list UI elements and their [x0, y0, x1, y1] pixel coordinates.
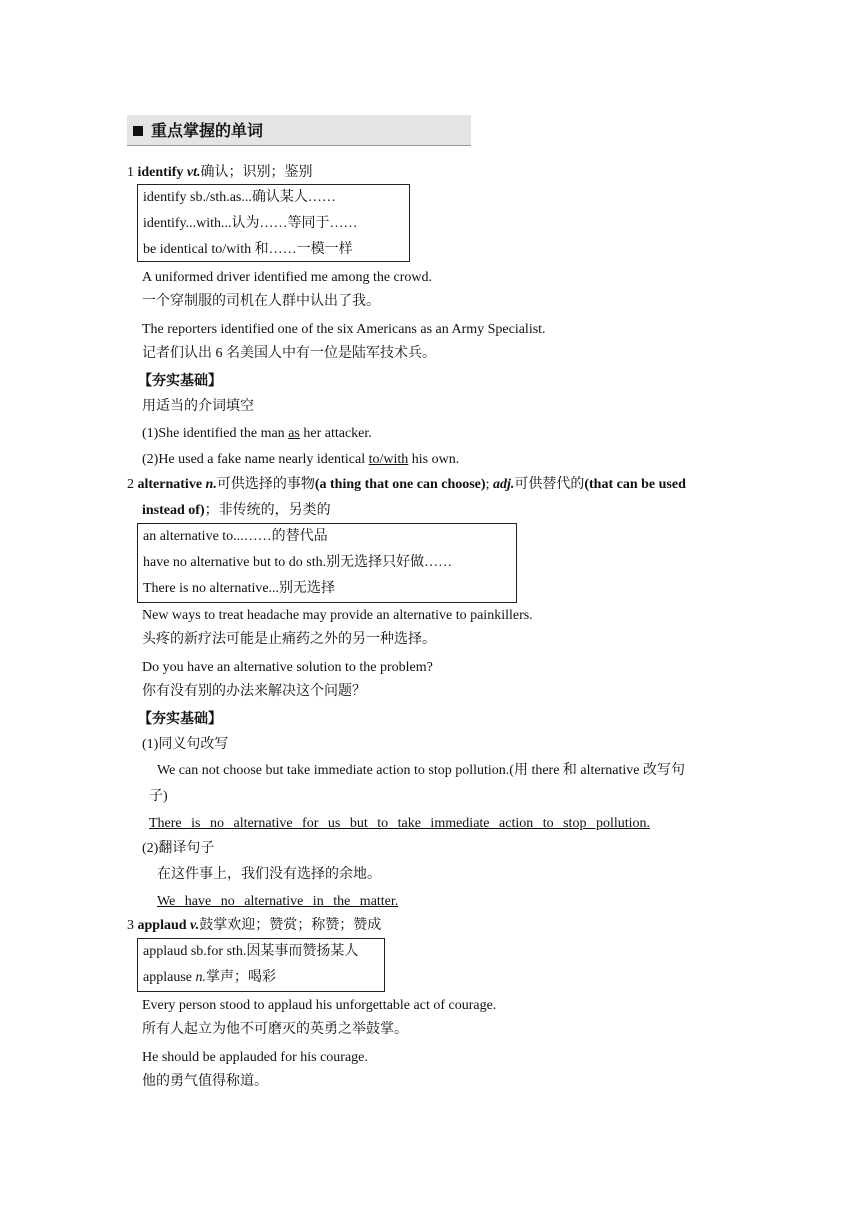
- practice-item-label: (1)同义句改写: [142, 737, 229, 752]
- meaning: 鼓掌欢迎；赞赏；称赞；赞成: [199, 918, 382, 933]
- item-text: applause: [143, 970, 196, 985]
- phrase-item: identify sb./sth.as...确认某人……: [143, 190, 336, 205]
- phrase-item: an alternative to...……的替代品: [143, 529, 328, 544]
- practice-label: 【夯实基础】: [138, 373, 222, 389]
- part-of-speech: v.: [190, 918, 200, 933]
- practice-label: 【夯实基础】: [138, 711, 222, 727]
- meaning: 确认；识别；鉴别: [200, 165, 313, 180]
- meaning: 可供替代的: [514, 477, 585, 492]
- meaning: ；非传统的，另类的: [204, 503, 331, 518]
- meaning: 可供选择的事物: [216, 477, 315, 492]
- practice-item: [142, 424, 372, 444]
- phrase-box: [137, 523, 517, 603]
- answer: to/with: [368, 452, 409, 467]
- practice-item: [142, 450, 459, 470]
- phrase-item: identify...with...认为……等同于……: [143, 216, 358, 231]
- example-en: New ways to treat headache may provide an alternative to painkillers.: [142, 608, 533, 623]
- headword: identify: [137, 165, 184, 180]
- phrase-item: [143, 968, 276, 988]
- phrase-item: There is no alternative...别无选择: [143, 581, 336, 596]
- example-zh: 他的勇气值得称道。: [142, 1074, 268, 1089]
- headword: applaud: [137, 918, 187, 933]
- item-text: (1)She identified the man: [142, 426, 289, 441]
- phrase-box: [137, 938, 385, 992]
- practice-question: 在这件事上，我们没有选择的余地。: [157, 867, 381, 882]
- entry-number: 1: [127, 165, 134, 180]
- phrase-item: be identical to/with 和……一模一样: [143, 242, 353, 257]
- practice-question: 子): [149, 789, 168, 804]
- answer: as: [288, 426, 300, 441]
- example-en: Every person stood to applaud his unforgettable act of courage.: [142, 998, 497, 1013]
- phrase-item: have no alternative but to do sth.别无选择只好做……: [143, 555, 453, 570]
- example-zh: 头疼的新疗法可能是止痛药之外的另一种选择。: [142, 632, 436, 647]
- word-entry-continued: [142, 501, 331, 521]
- part-of-speech: vt.: [186, 165, 201, 180]
- definition: instead of): [142, 503, 205, 518]
- word-entry-applaud: [127, 916, 381, 936]
- example-zh: 记者们认出 6 名美国人中有一位是陆军技术兵。: [142, 346, 436, 361]
- practice-question: We can not choose but take immediate action to stop pollution.(用 there 和 alternative 改写句: [157, 763, 686, 778]
- example-en: A uniformed driver identified me among the crowd.: [142, 270, 433, 285]
- definition: (a thing that one can choose): [314, 477, 486, 492]
- square-bullet-icon: [133, 126, 143, 136]
- word-entry-identify: [127, 163, 313, 183]
- entry-number: 3: [127, 918, 134, 933]
- example-en: He should be applauded for his courage.: [142, 1050, 368, 1065]
- phrase-item: applaud sb.for sth.因某事而赞扬某人: [143, 944, 359, 959]
- part-of-speech: n.: [205, 477, 217, 492]
- part-of-speech: n.: [195, 970, 206, 985]
- example-zh: 所有人起立为他不可磨灭的英勇之举鼓掌。: [142, 1022, 408, 1037]
- phrase-box: [137, 184, 410, 262]
- item-text: (2)He used a fake name nearly identical: [142, 452, 369, 467]
- section-header: [127, 115, 471, 146]
- answer: There is no alternative for us but to take immediate action to stop pollution.: [149, 816, 651, 831]
- example-zh: 一个穿制服的司机在人群中认出了我。: [142, 294, 380, 309]
- entry-number: 2: [127, 477, 134, 492]
- definition: (that can be used: [584, 477, 686, 492]
- item-text: his own.: [408, 452, 460, 467]
- practice-item-label: (2)翻译句子: [142, 841, 215, 856]
- headword: alternative: [137, 477, 203, 492]
- word-entry-alternative: 2 alternative n.可供选择的事物(a thing that one can choose); adj.可供替代的(that can be used: [127, 477, 686, 492]
- item-text: her attacker.: [299, 426, 372, 441]
- answer: We have no alternative in the matter.: [157, 894, 399, 909]
- section-title: 重点掌握的单词: [151, 121, 264, 140]
- example-zh: 你有没有别的办法来解决这个问题？: [142, 684, 366, 699]
- part-of-speech: adj.: [492, 477, 515, 492]
- practice-instruction: 用适当的介词填空: [142, 399, 254, 414]
- example-en: The reporters identified one of the six Americans as an Army Specialist.: [142, 322, 546, 337]
- item-text: 掌声；喝彩: [205, 970, 276, 985]
- example-en: Do you have an alternative solution to the problem?: [142, 660, 433, 675]
